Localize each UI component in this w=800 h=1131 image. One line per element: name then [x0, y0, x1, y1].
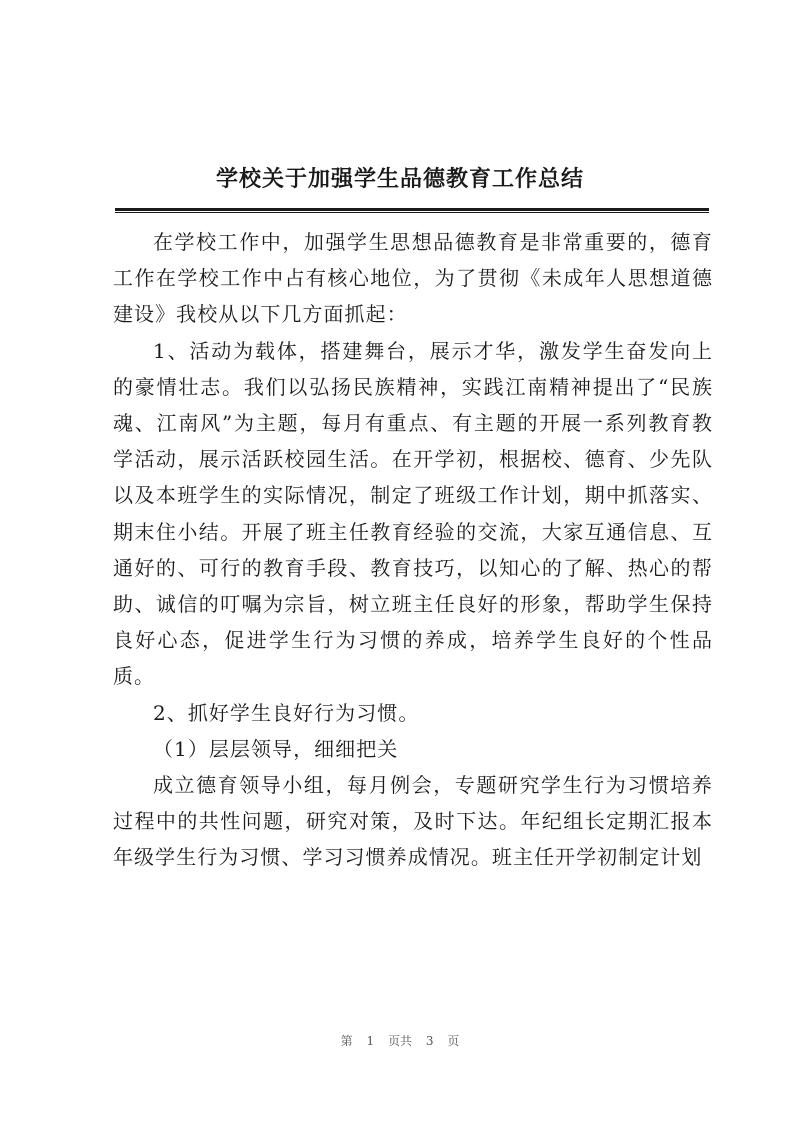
- paragraph-subheading-1: （1）层层领导，细细把关: [153, 736, 399, 761]
- paragraph-detail: 成立德育领导小组，每月例会，专题研究学生行为习惯培养过程中的共性问题，研究对策，及时下达。年纪组长定期汇报本年级学生行为习惯、学习习惯养成情况。班主任开学初制定计划: [113, 773, 713, 870]
- footer-total-pages: 3: [425, 1034, 434, 1048]
- footer-middle: 页共: [387, 1034, 412, 1048]
- footer-prefix: 第: [340, 1034, 353, 1048]
- paragraph-intro: 在学校工作中，加强学生思想品德教育是非常重要的，德育工作在学校工作中占有核心地位，为了贯彻《未成年人思想道德建设》我校从以下几方面抓起：: [113, 230, 713, 327]
- title-divider: [115, 208, 709, 213]
- paragraph-item-1: 1、活动为载体，搭建舞台，展示才华，激发学生奋发向上的豪情壮志。我们以弘扬民族精神，实践江南精神提出了“民族魂、江南风”为主题，每月有重点、有主题的开展一系列教育教学活动，展示活跃校园生活。在开学初，根据校、德育、少先队以及本班学生的实际情况，制定了班级工作计划，期中抓落实、期末住小结。开展了班主任教育经验的交流，大家互通信息、互通好的、可行的教育手段、教育技巧，以知心的了解、热心的帮助、诚信的叮嘱为宗旨，树立班主任良好的形象，帮助学生保持良好心态，促进学生行为习惯的养成，培养学生良好的个性品质。: [113, 338, 713, 689]
- page-footer: [0, 1032, 800, 1049]
- paragraph-item-2: 2、抓好学生良好行为习惯。: [153, 700, 420, 725]
- document-title: 学校关于加强学生品德教育工作总结: [215, 166, 584, 192]
- footer-page-number: 1: [366, 1034, 375, 1048]
- document-body: [113, 224, 713, 876]
- footer-suffix: 页: [447, 1034, 460, 1048]
